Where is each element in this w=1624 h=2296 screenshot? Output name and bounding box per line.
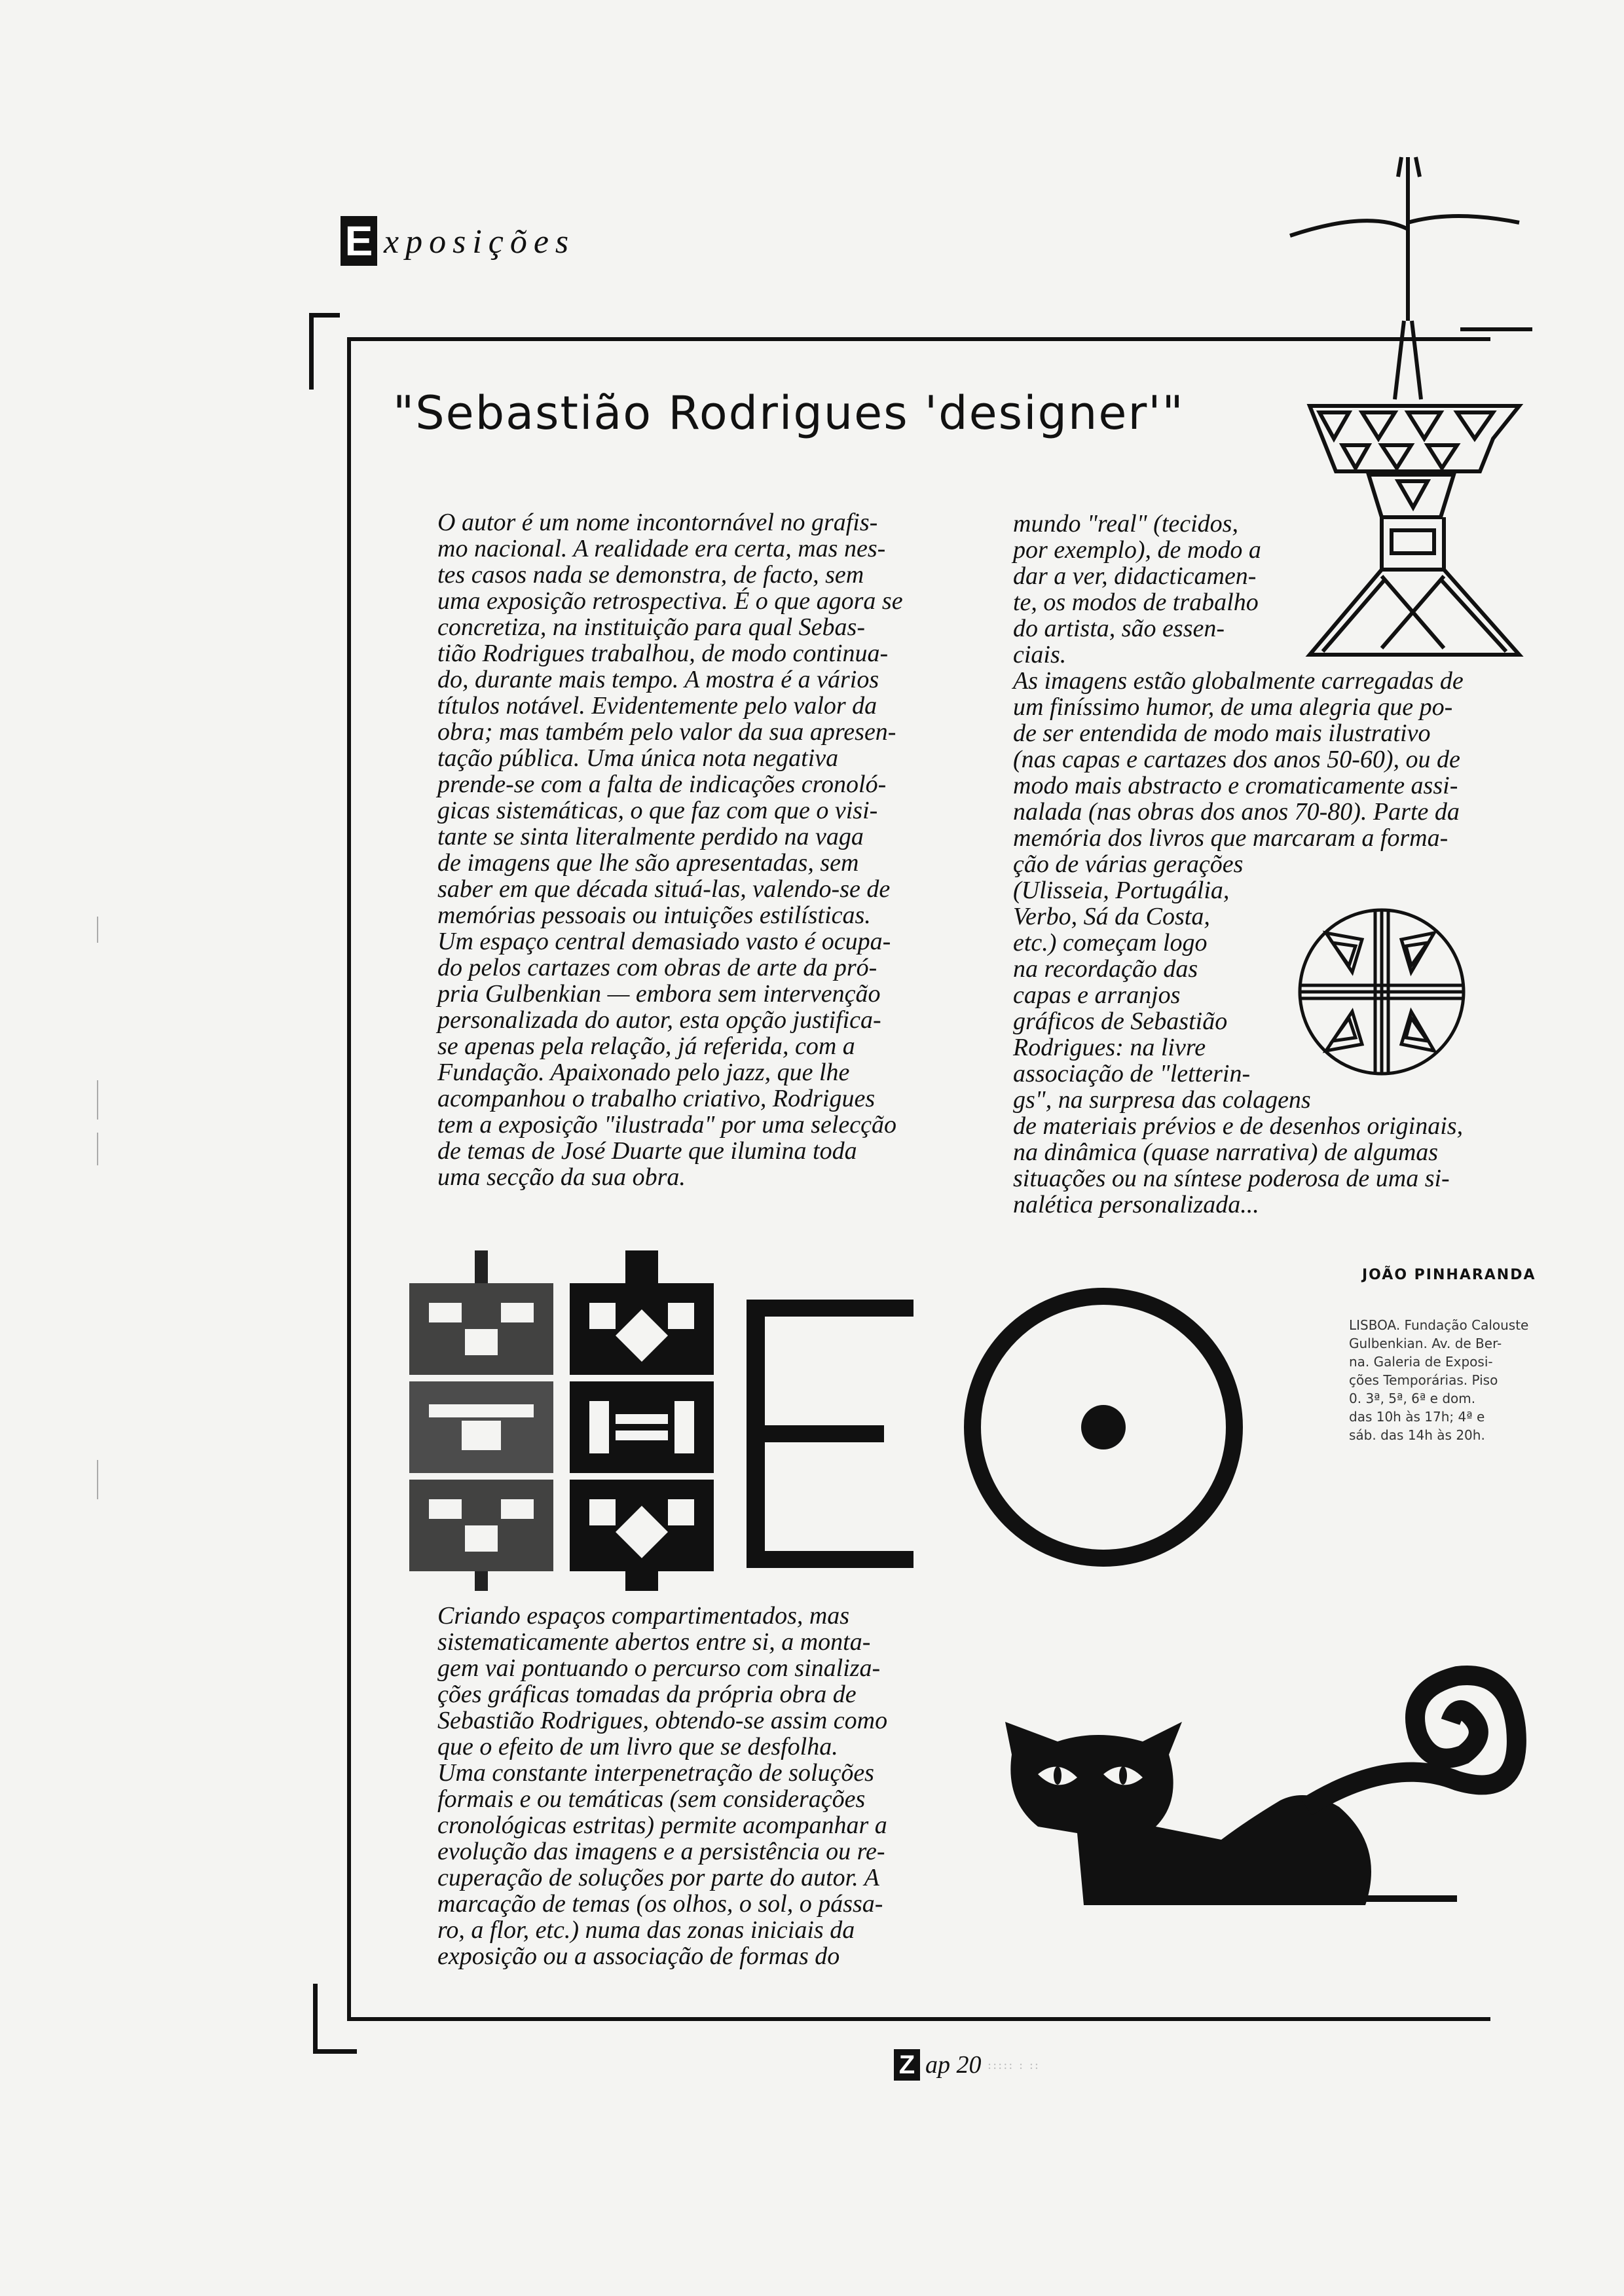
sun-circle-graphic bbox=[959, 1283, 1247, 1571]
footer-page-label: ap 20 bbox=[925, 2051, 982, 2079]
exhibition-info: LISBOA. Fundação Calouste Gulbenkian. Av. de Ber- na. Galeria de Exposi- ções Temporárias. Piso 0. 3ª, 5ª, 6ª e dom. das 10h às 17h; 4ª e sáb. das 14h às 20h. bbox=[1349, 1317, 1529, 1443]
footer-faint-text: ::::: : :: bbox=[987, 2058, 1040, 2072]
article-title: "Sebastião Rodrigues 'designer'" bbox=[393, 386, 1185, 440]
ornament-tiles-solid bbox=[563, 1250, 720, 1591]
black-cat-illustration bbox=[999, 1630, 1549, 1984]
article-column-bottom: Criando espaços compartimentados, mas sistematicamente abertos entre si, a monta- gem vai pontuando o percurso com sinaliza- ções gráficas tomadas da própria obra de Sebastião Rodrigues, obtendo-se assim como que o efeito de um livro que se desfolha. Uma constante interpenetração de soluções formais e ou temáticas (sem considerações cronológicas estritas) permite acompanhar a evolução das imagens e a persistência ou re- cuperação de soluções por parte do autor. A marcação de temas (os olhos, o sol, o pássa- ro, a flor, etc.) numa das zonas iniciais da exposição ou a associação de formas do bbox=[437, 1602, 888, 1970]
article-column-left: O autor é um nome incontornável no grafis- mo nacional. A realidade era certa, mas nes- tes casos nada se demonstra, de facto, sem uma exposição retrospectiva. É o que agora se concretiza, na instituição para qual Sebas- tião Rodrigues trabalhou, de modo continua- do, durante mais tempo. A mostra é a vários títulos notável. Evidentemente pelo valor da obra; mas também pelo valor da sua apresen- tação pública. Uma única nota negativa prende-se com a falta de indicações cronoló- gicas sistemáticas, o que faz com que o visi- tante se sinta literalmente perdido na vaga de imagens que lhe são apresentadas, sem saber em que década situá-las, valendo-se de memórias pessoais ou intuições estilísticas. Um espaço central demasiado vasto é ocupa- do pelos cartazes com obras de arte da pró- pria Gulbenkian — embora sem intervenção personalizada do autor, esta opção justifica- se apenas pela relação, já referida, com a Fundação. Apaixonado pelo jazz, que lhe acompanhou o trabalho criativo, Rodrigues tem a exposição "ilustrada" por uma selecção de temas de José Duarte que ilumina toda uma secção da sua obra. bbox=[437, 509, 903, 1191]
tribal-figure-illustration bbox=[1270, 151, 1545, 714]
footer-magazine-initial: Z bbox=[894, 2049, 920, 2081]
ornament-tiles-textured bbox=[403, 1250, 560, 1591]
margin-tick bbox=[97, 1133, 98, 1165]
margin-tick bbox=[97, 1080, 98, 1120]
circle-motif-illustration bbox=[1293, 894, 1470, 1090]
margin-tick bbox=[97, 917, 98, 943]
section-title: xposições bbox=[384, 223, 576, 261]
article-column-right: mundo "real" (tecidos, por exemplo), de modo a dar a ver, didacticamen- te, os modos de trabalho do artista, são essen- ciais. As imagens estão globalmente carregadas de um finíssimo humor, de uma alegria que po- de ser entendida de modo mais ilustrativo (nas capas e cartazes dos anos 50-60), ou de modo mais abstracto e cromaticamente assi- nalada (nas obras dos anos 70-80). Parte da memória dos livros que marcaram a forma- ção de várias gerações (Ulisseia, Portugália, Verbo, Sá da Costa, etc.) começam logo na recordação das capas e arranjos gráficos de Sebastião Rodrigues: na livre associação de "letterin- gs", na surpresa das colagens de materiais prévios e de desenhos originais, na dinâmica (quase narrativa) de algumas situações ou na síntese poderosa de uma si- nalética personalizada... bbox=[1013, 510, 1464, 1218]
corner-bracket bbox=[313, 1984, 357, 2054]
margin-tick bbox=[97, 1460, 98, 1499]
corner-bracket bbox=[309, 313, 340, 390]
author-byline: JOÃO PINHARANDA bbox=[1362, 1267, 1536, 1283]
letter-e-graphic bbox=[740, 1300, 917, 1575]
section-initial: E bbox=[341, 216, 377, 266]
